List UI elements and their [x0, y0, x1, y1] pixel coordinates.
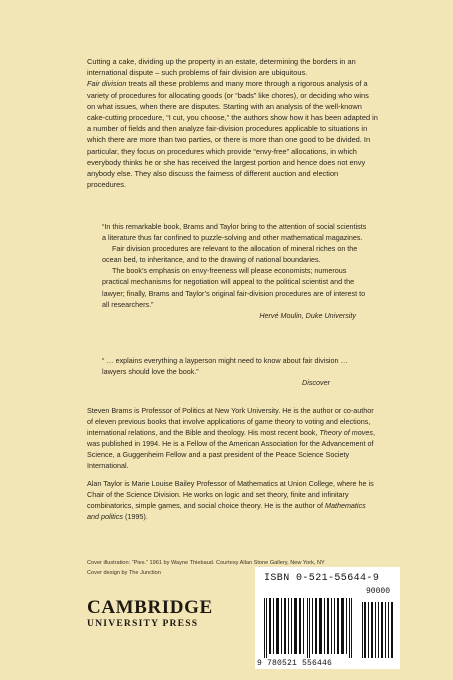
bio-brams-book: Theory of moves	[319, 428, 373, 438]
review-attribution-discover: Discover	[302, 378, 330, 388]
bio-brams	[87, 405, 377, 472]
bio-taylor-text-b: (1995).	[122, 511, 148, 521]
review-quote-discover: “ … explains everything a layperson might need to know about fair division … lawyers should love the book.”	[102, 356, 348, 377]
review-discover	[102, 355, 370, 388]
credit-illustration: Cover illustration: “Pies.” 1961 by Wayne Thiebaud. Courtesy Allan Stone Gallery, New York, NY	[87, 560, 325, 566]
description-title: Fair division	[87, 79, 127, 89]
description-body: treats all these problems and many more through a rigorous analysis of a variety of procedures for allocating goods (or “bads” like chores), or deciding who wins on what issues, when there are disputes. Starting with an analysis of the well-known cake-cutting procedure, “I cut, you choose,” the authors show how it has been adapted in a number of fields and then analyze fair-division procedures applicable to situations in which there are more than two parties, or there is more than one good to be divided. In particular, they focus on procedures which provide “envy-free” allocations, in which everybody thinks he or she has received the largest portion and hence does not envy anybody else. They also discuss the fairness of different auction and election procedures.	[87, 79, 378, 190]
bio-taylor-text-a: Alan Taylor is Marie Louise Bailey Professor of Mathematics at Union College, where he is Chair of the Science Division. He works on logic and set theory, finite and infinitary combinatorics, simple games, and social choice theory. He is the author of	[87, 478, 374, 510]
review-attribution-moulin: Hervé Moulin, Duke University	[259, 310, 356, 320]
publisher-name-line2: UNIVERSITY PRESS	[87, 618, 199, 629]
bio-brams-text-b: , was published in 1994. He is a Fellow of the American Association for the Advancement of Science, a Guggenheim Fellow and a past president of the Peace Science Society International.	[87, 428, 375, 471]
bio-taylor	[87, 478, 377, 522]
publisher-logo	[87, 598, 227, 630]
description-intro: Cutting a cake, dividing up the property in an estate, determining the borders in an international dispute – such problems of fair division are ubiquitous.	[87, 57, 356, 78]
review-paragraph-1: “In this remarkable book, Brams and Taylor bring to the attention of social scientists a literature thus far confined to puzzle-solving and other mathematical magazines.	[102, 222, 367, 243]
review-paragraph-3: The book’s emphasis on envy-freeness will please economists; numerous practical mechanisms for negotiation will appeal to the political scientist and the lawyer; finally, Brams and Taylor’s original fair-division procedures are of interest to all researchers.”	[102, 266, 366, 309]
bio-brams-text-a: Steven Brams is Professor of Politics at New York University. He is the author or co-author of eleven previous books that involve applications of game theory to voting and elections, international relations, and the Bible and theology. His most recent book,	[87, 406, 374, 438]
isbn-label: ISBN 0-521-55644-9	[264, 573, 380, 584]
review-moulin	[102, 221, 370, 321]
author-bios	[87, 405, 377, 528]
barcode-icon	[258, 598, 398, 660]
credit-design: Cover design by The Junction	[87, 570, 161, 576]
barcode-addon-number: 90000	[366, 587, 391, 596]
review-paragraph-2: Fair division procedures are relevant to the allocation of mineral riches on the ocean bed, to inheritance, and to the drawing of national boundaries.	[102, 244, 358, 265]
book-description	[87, 56, 379, 190]
publisher-name-line1: CAMBRIDGE	[87, 597, 213, 618]
barcode-number: 9 780521 556446	[257, 659, 333, 668]
bio-taylor-book: Mathematics and politics	[87, 500, 366, 521]
